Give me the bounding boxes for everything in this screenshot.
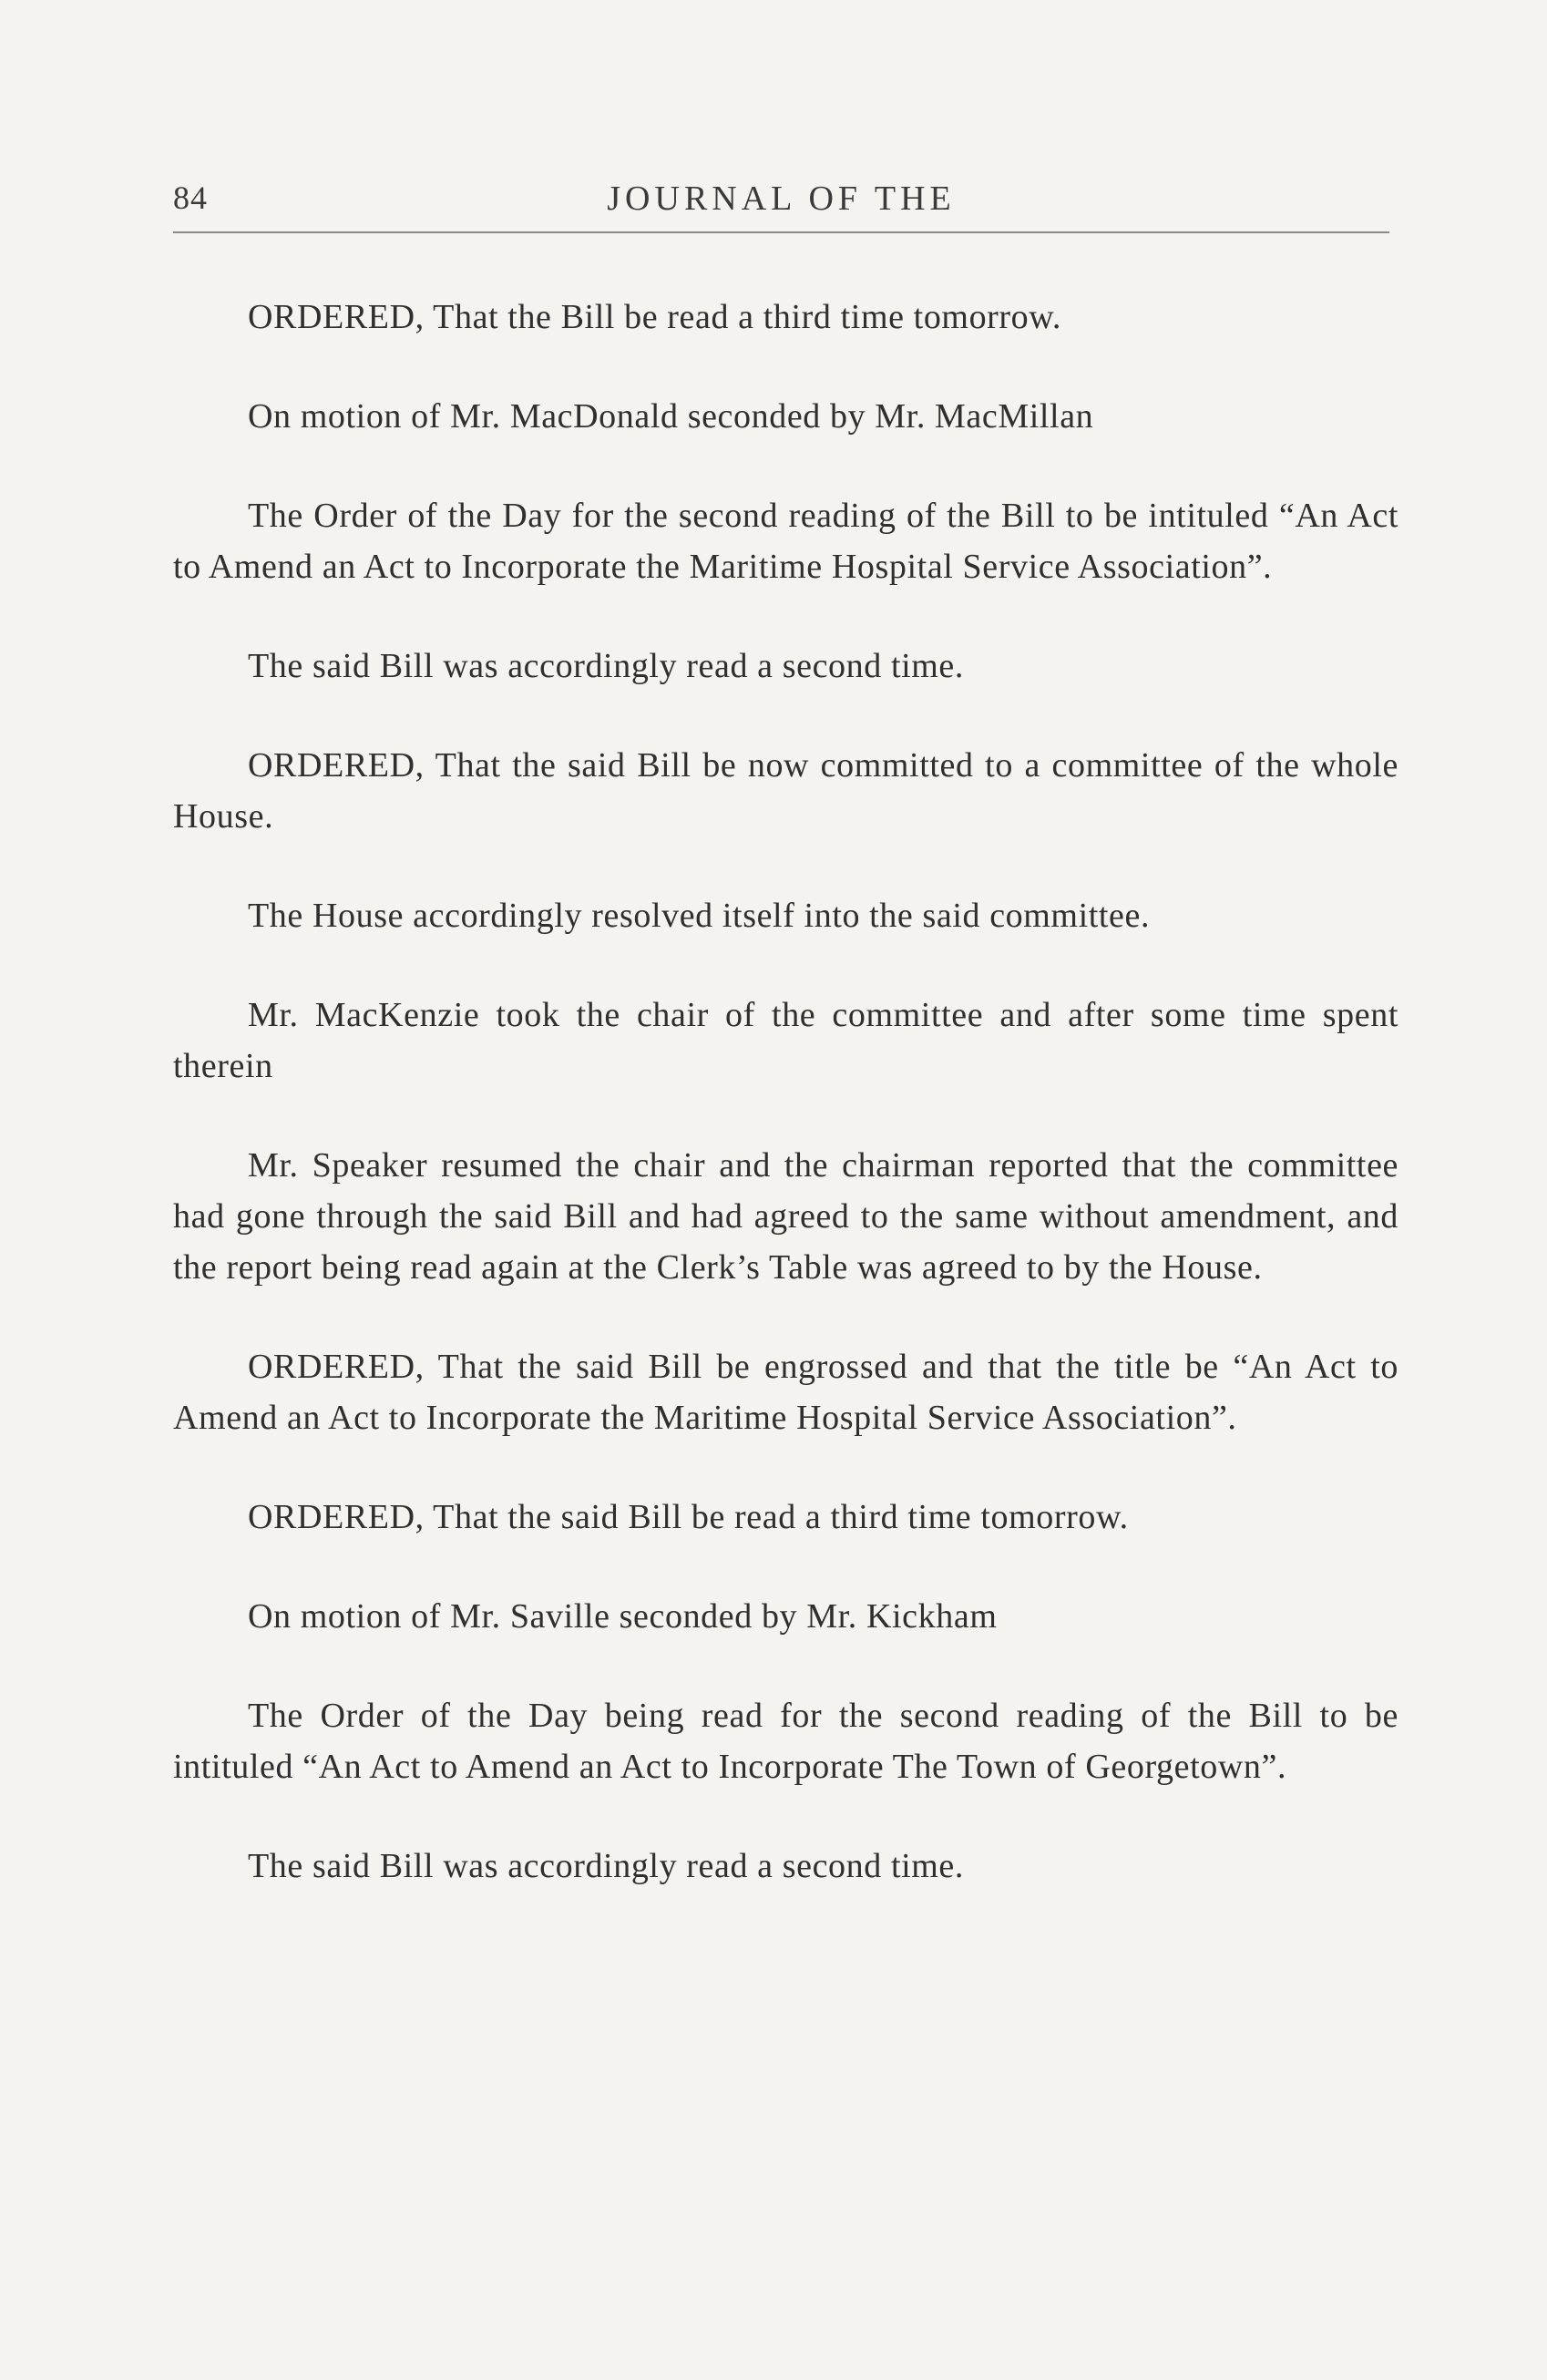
paragraph-ordered-third-reading: ORDERED, That the Bill be read a third time tomorrow.: [248, 298, 1061, 336]
page-header: [173, 179, 1389, 233]
paragraph-second-reading: The said Bill was accordingly read a second time.: [248, 647, 964, 685]
paragraph-order-of-day-hospital: The Order of the Day for the second reading of the Bill to be intituled “An Act to Amend an Act to Incorporate the Maritime Hospital Service Association”.: [173, 497, 1398, 586]
paragraph-speaker-resumed: Mr. Speaker resumed the chair and the chairman reported that the committee had gone through the said Bill and had agreed to the same without amendment, and the report being read again at the Clerk’s Table was agreed to by the House.: [173, 1146, 1398, 1287]
paragraph-motion-macdonald: On motion of Mr. MacDonald seconded by Mr. MacMillan: [248, 397, 1094, 436]
page-number: 84: [173, 180, 208, 216]
paragraph-ordered-engrossed: ORDERED, That the said Bill be engrossed and that the title be “An Act to Amend an Act to Incorporate the Maritime Hospital Service Association”.: [173, 1348, 1398, 1437]
running-head: JOURNAL OF THE: [607, 180, 956, 218]
paragraph-ordered-committed: ORDERED, That the said Bill be now committed to a committee of the whole House.: [173, 746, 1398, 836]
journal-body: [173, 292, 1398, 1940]
paragraph-motion-saville: On motion of Mr. Saville seconded by Mr. Kickham: [248, 1597, 998, 1636]
paragraph-order-of-day-georgetown: The Order of the Day being read for the second reading of the Bill to be intituled “An Act to Amend an Act to Incorporate The Town of Georgetown”.: [173, 1697, 1398, 1786]
paragraph-second-reading-2: The said Bill was accordingly read a second time.: [248, 1847, 964, 1885]
paragraph-mackenzie-chair: Mr. MacKenzie took the chair of the committee and after some time spent therein: [173, 996, 1398, 1085]
paragraph-house-resolved: The House accordingly resolved itself into the said committee.: [248, 897, 1151, 935]
paragraph-ordered-third-reading-2: ORDERED, That the said Bill be read a third time tomorrow.: [248, 1498, 1129, 1536]
